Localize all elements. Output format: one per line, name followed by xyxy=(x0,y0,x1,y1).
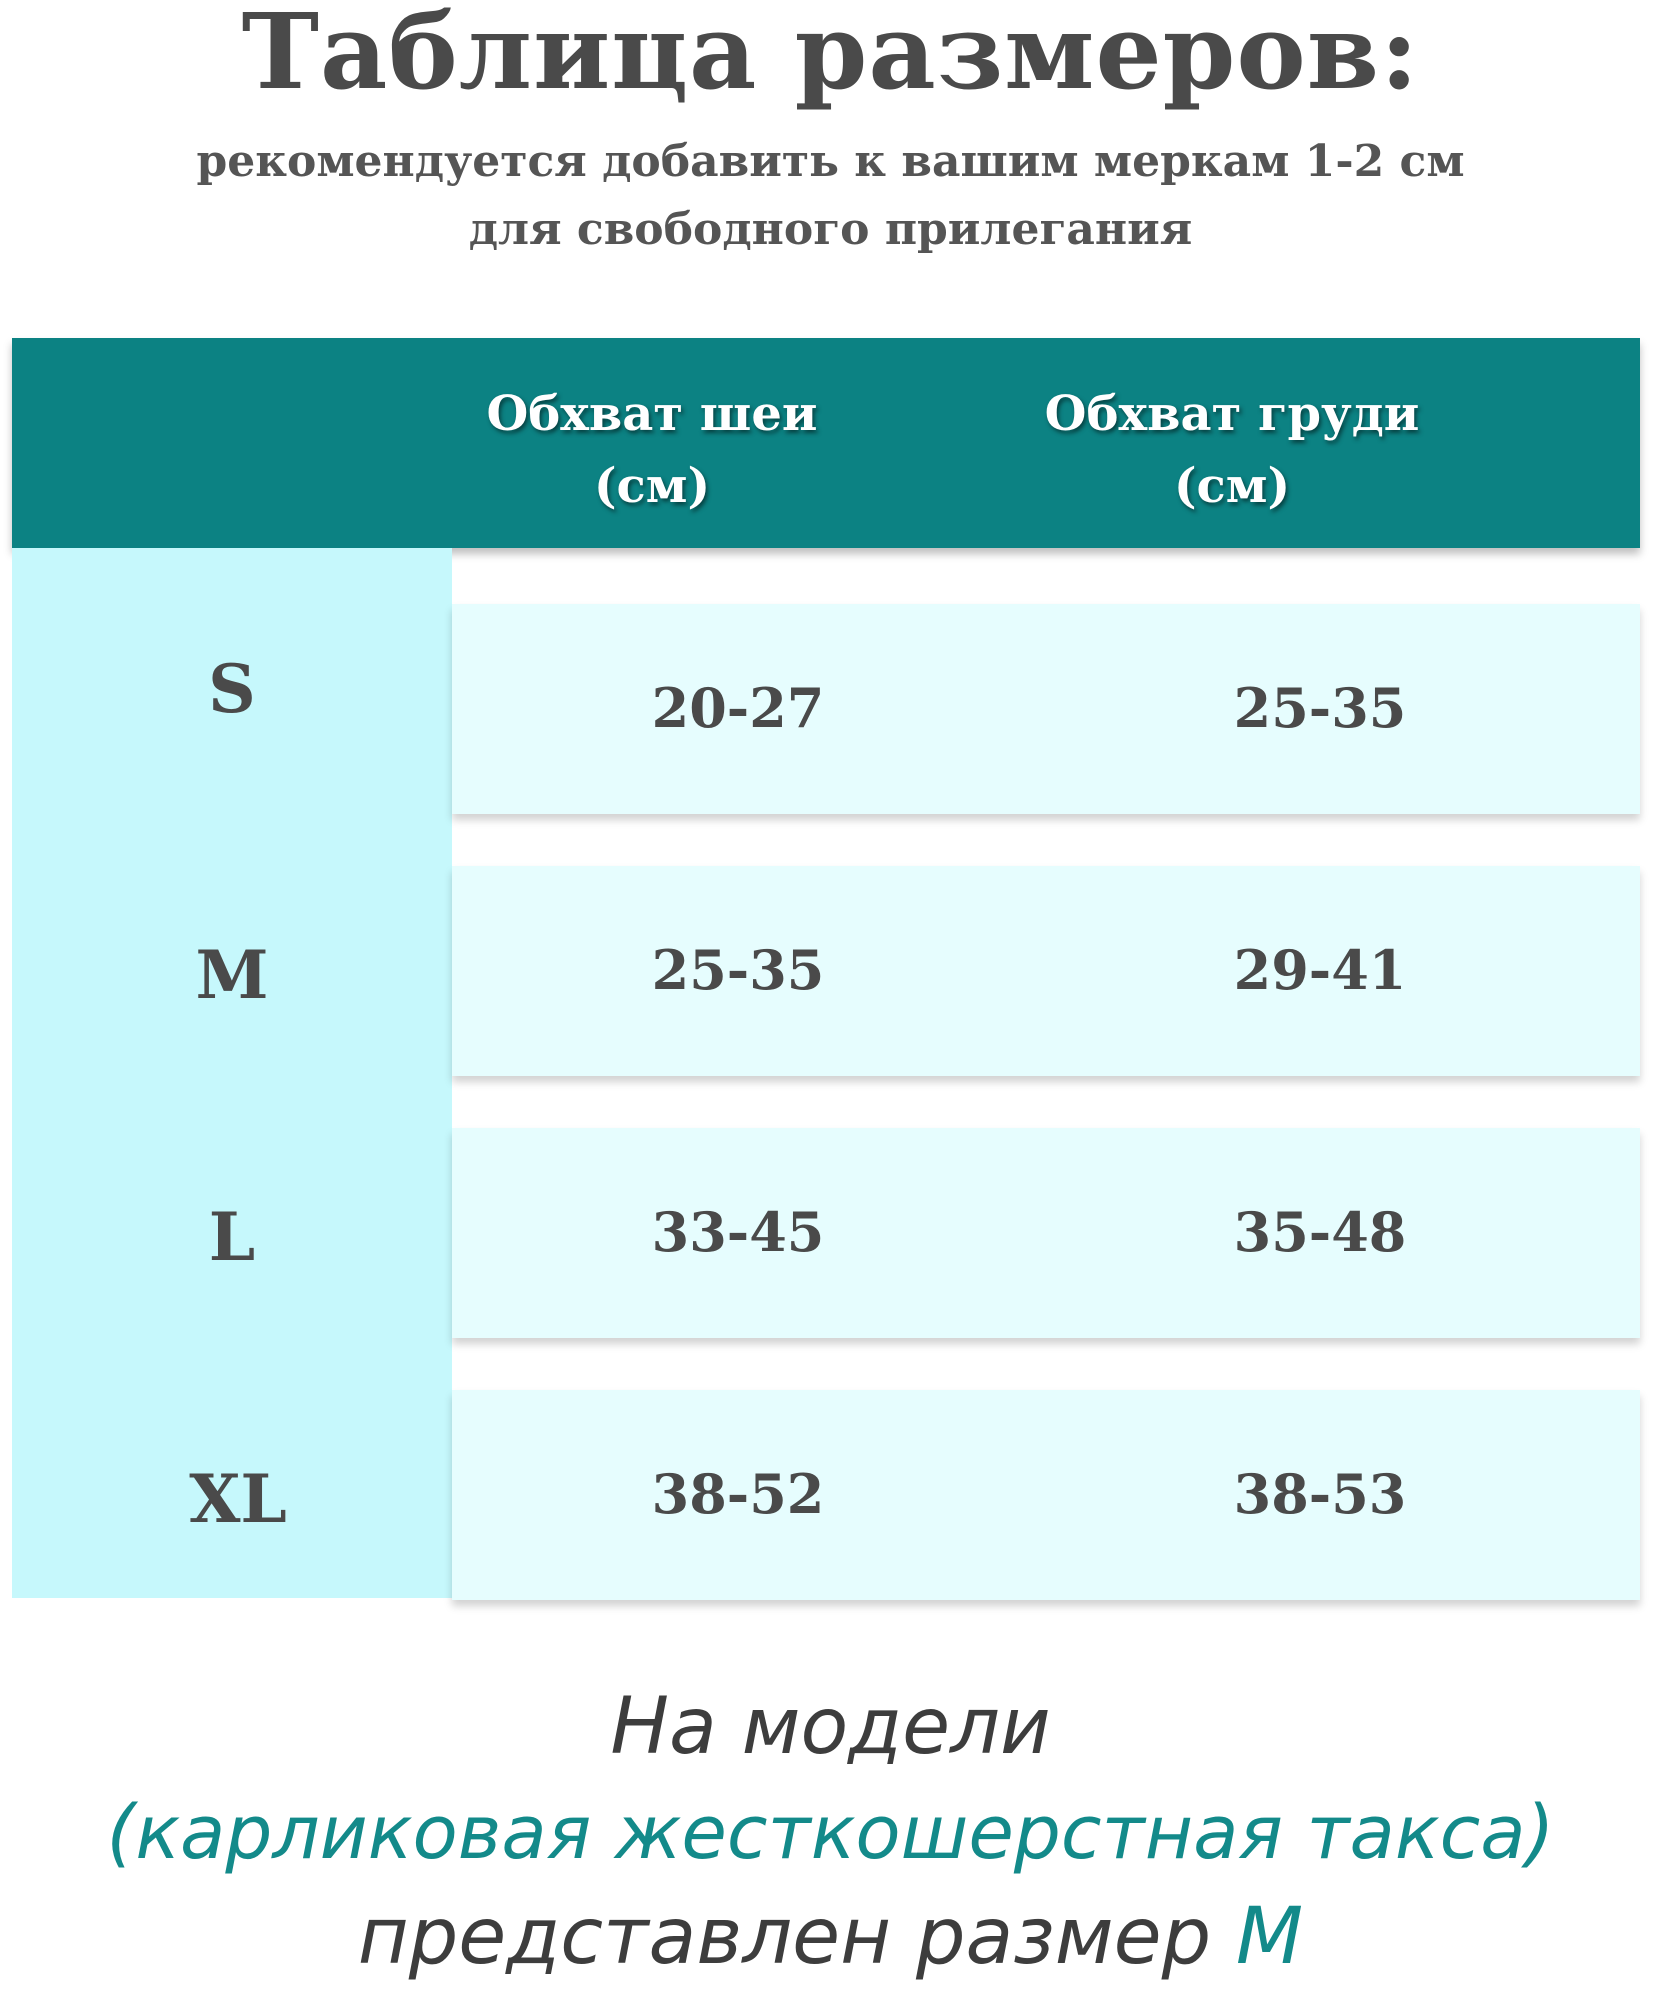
model-breed-note: (карликовая жесткошерстная такса) xyxy=(106,1790,1555,1876)
chest-value-l: 35-48 xyxy=(1233,1200,1407,1264)
chest-value-s: 25-35 xyxy=(1233,676,1407,740)
model-size-note xyxy=(0,1892,1661,1982)
table-header xyxy=(12,338,1640,548)
size-label-s: S xyxy=(208,650,256,728)
size-label-xl: XL xyxy=(189,1460,287,1538)
page-title: Таблица размеров: xyxy=(241,0,1420,113)
header-neck-label: Обхват шеи xyxy=(486,386,818,442)
header-chest xyxy=(912,378,1552,522)
model-size-text: представлен размер xyxy=(357,1892,1212,1982)
chest-value-m: 29-41 xyxy=(1233,938,1407,1002)
header-neck-unit: (см) xyxy=(593,458,711,514)
header-neck xyxy=(332,378,972,522)
chest-value-xl: 38-53 xyxy=(1233,1462,1407,1526)
model-note-line-1: На модели xyxy=(610,1682,1051,1772)
neck-value-l: 33-45 xyxy=(651,1200,825,1264)
header-chest-unit: (см) xyxy=(1173,458,1291,514)
neck-value-m: 25-35 xyxy=(651,938,825,1002)
size-label-m: M xyxy=(195,936,269,1014)
neck-value-s: 20-27 xyxy=(651,676,825,740)
neck-value-xl: 38-52 xyxy=(651,1462,825,1526)
header-chest-label: Обхват груди xyxy=(1044,386,1420,442)
subtitle-line-1: рекомендуется добавить к вашим меркам 1-2 см xyxy=(196,136,1465,187)
size-label-l: L xyxy=(208,1198,256,1276)
subtitle-line-2: для свободного прилегания xyxy=(468,204,1193,255)
model-size-value: М xyxy=(1235,1892,1304,1982)
